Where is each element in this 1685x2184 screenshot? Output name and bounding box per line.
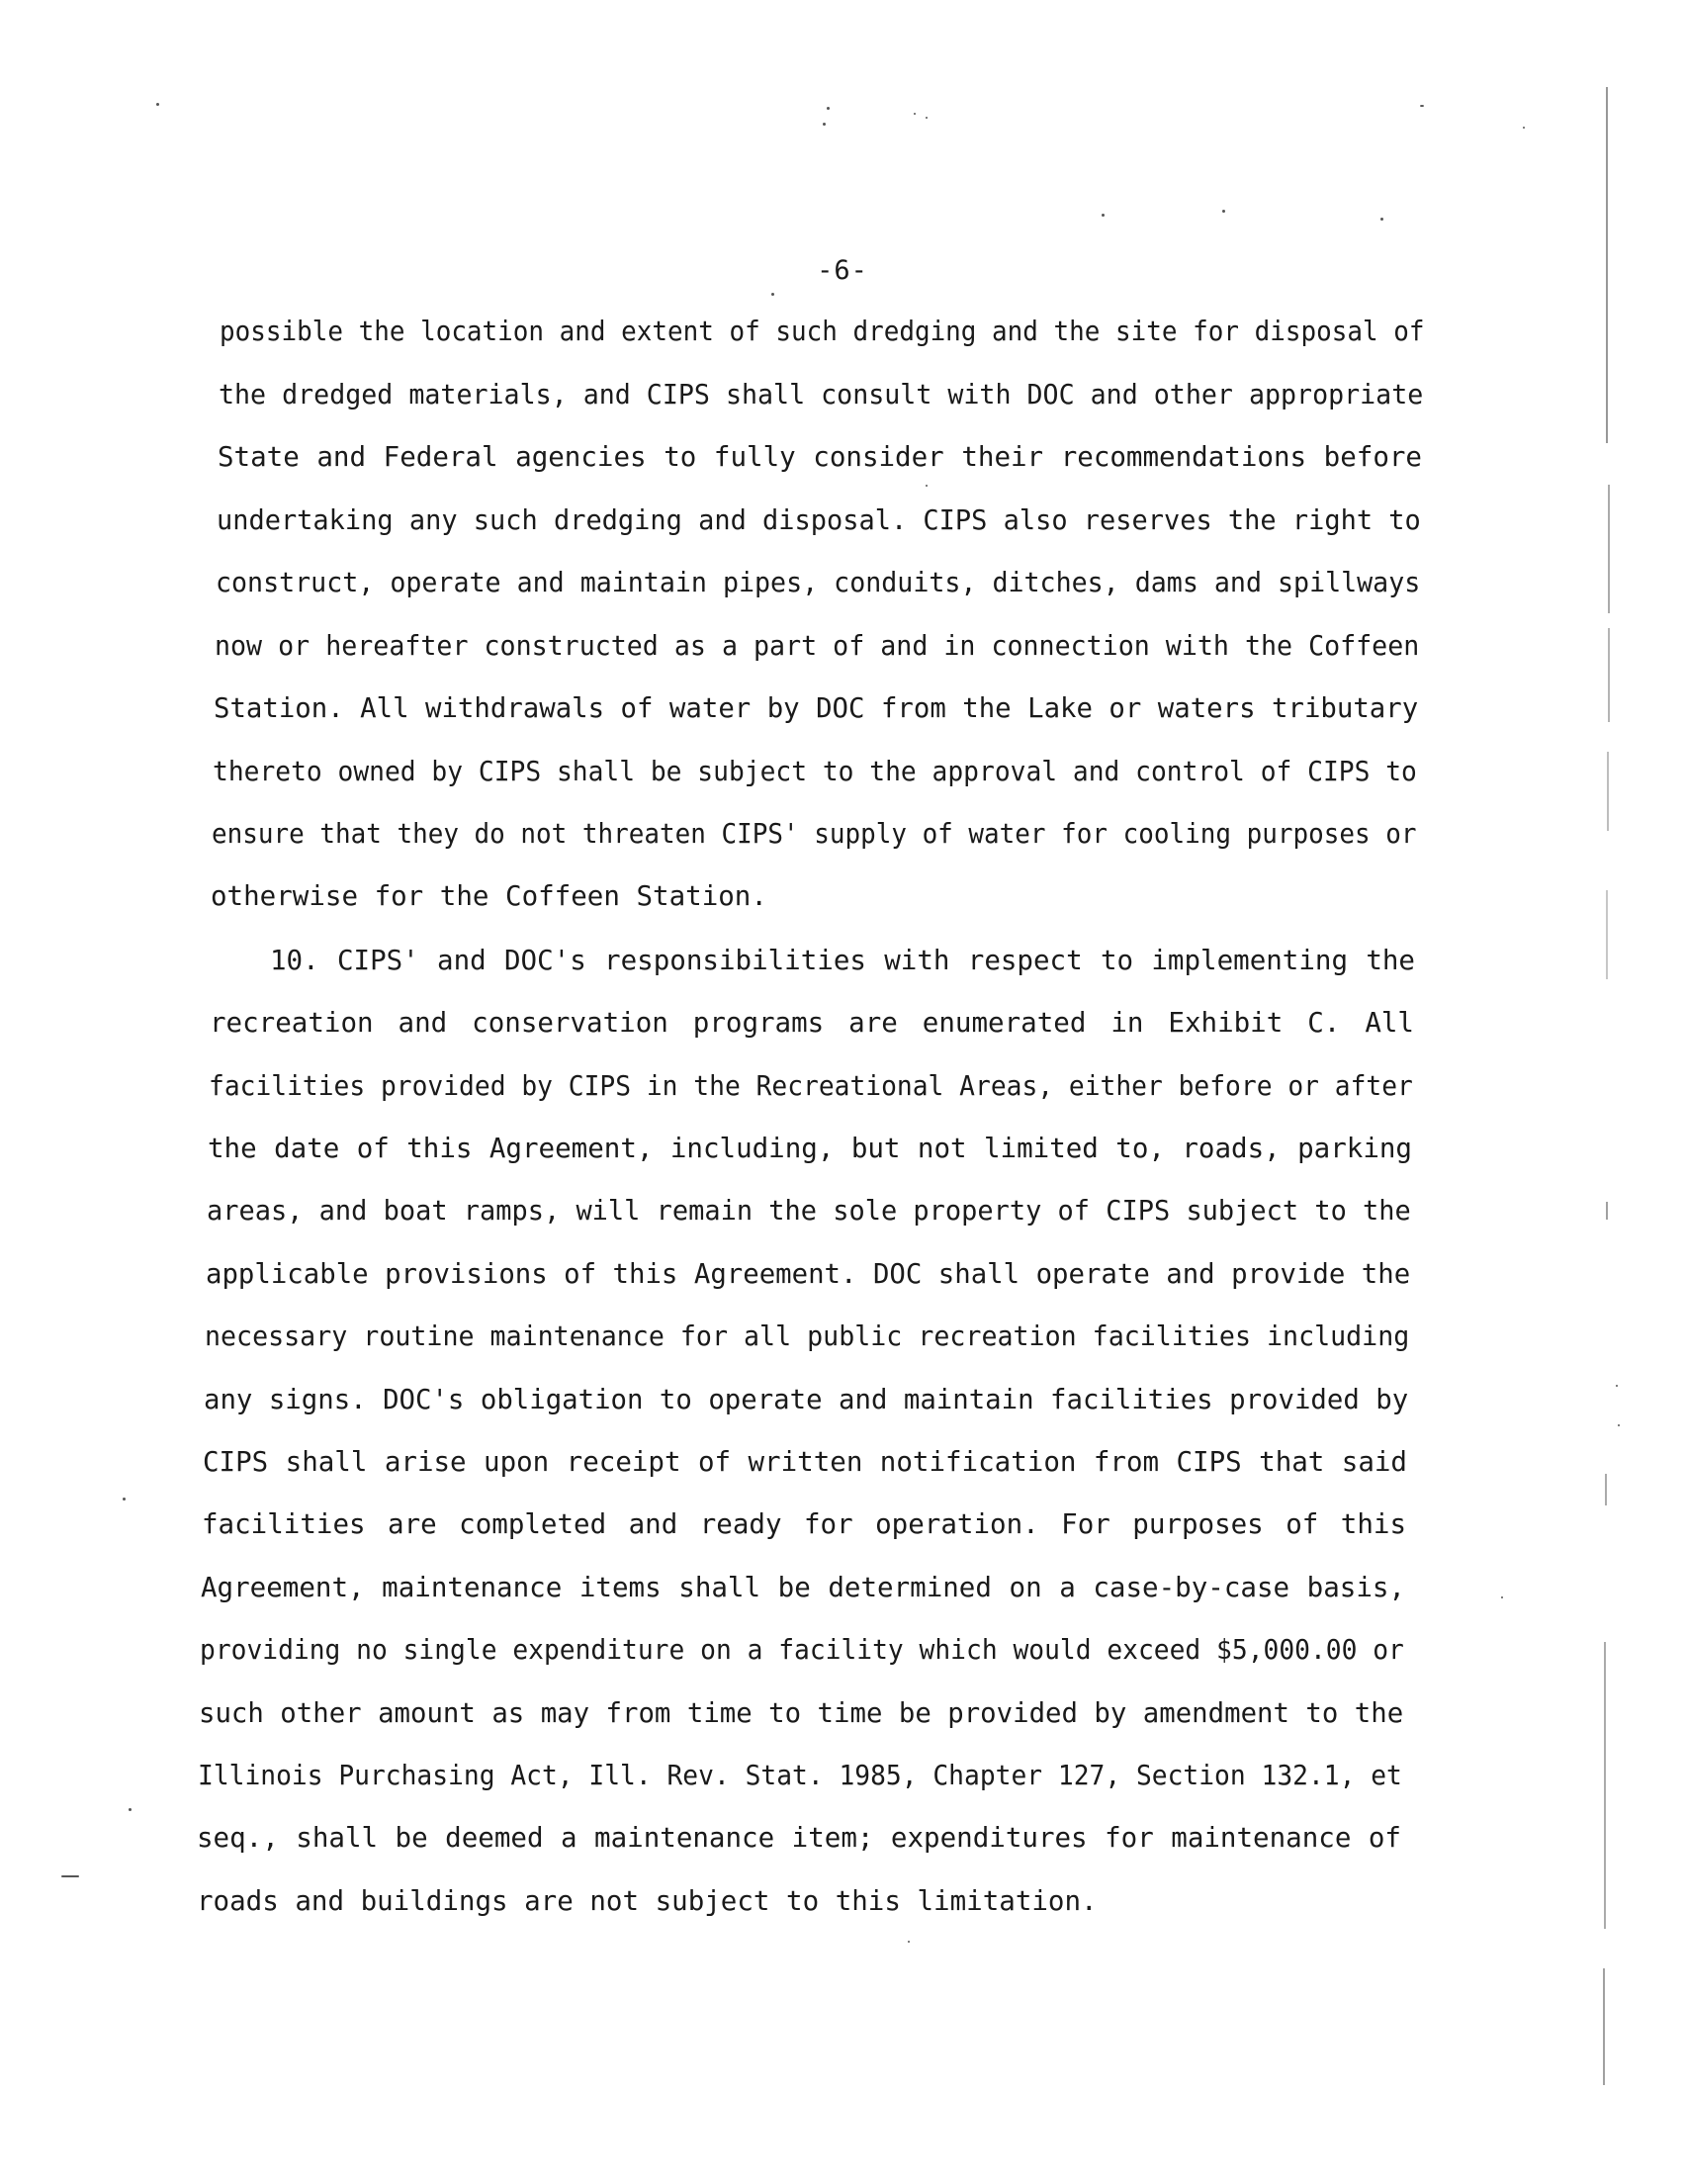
text-line: CIPS shall arise upon receipt of written notification from CIPS that said	[203, 1446, 1407, 1478]
scan-edge-line	[1606, 87, 1608, 443]
text-line: providing no single expenditure on a facility which would exceed $5,000.00 or	[200, 1634, 1404, 1666]
scan-speck	[926, 117, 928, 119]
text-line: areas, and boat ramps, will remain the sole property of CIPS subject to the	[207, 1195, 1411, 1227]
text-line: any signs. DOC's obligation to operate and maintain facilities provided by	[204, 1384, 1409, 1415]
text-line: Illinois Purchasing Act, Ill. Rev. Stat. 1985, Chapter 127, Section 132.1, et	[198, 1760, 1402, 1791]
text-line: ensure that they do not threaten CIPS' supply of water for cooling purposes or	[212, 818, 1417, 850]
text-line: undertaking any such dredging and disposal. CIPS also reserves the right to	[217, 504, 1421, 536]
text-line: the dredged materials, and CIPS shall consult with DOC and other appropriate	[219, 379, 1424, 410]
scan-speck	[823, 123, 826, 126]
paragraph-start: 10. CIPS' and DOC's responsibilities with respect to implementing the	[270, 945, 1415, 976]
scan-edge-line	[1603, 1968, 1605, 2085]
page-number: -6-	[817, 255, 868, 286]
scan-speck	[1618, 1424, 1620, 1426]
scan-speck	[156, 103, 159, 106]
text-line: otherwise for the Coffeen Station.	[211, 880, 767, 912]
scan-speck	[1616, 1385, 1618, 1387]
scan-speck	[1523, 127, 1525, 129]
scan-edge-line	[1606, 890, 1608, 979]
scan-speck	[1102, 214, 1105, 217]
text-line: Station. All withdrawals of water by DOC from the Lake or waters tributary	[214, 692, 1419, 724]
scan-edge-line	[1608, 485, 1610, 613]
scan-speck	[61, 1875, 79, 1877]
scan-speck	[1420, 105, 1424, 107]
text-line: possible the location and extent of such dredging and the site for disposal of	[220, 316, 1425, 347]
text-line: thereto owned by CIPS shall be subject to the approval and control of CIPS to	[213, 756, 1417, 787]
text-line: applicable provisions of this Agreement. DOC shall operate and provide the	[206, 1258, 1411, 1290]
scan-speck	[1501, 1596, 1503, 1598]
text-line: facilities provided by CIPS in the Recreational Areas, either before or after	[209, 1070, 1413, 1102]
text-line: the date of this Agreement, including, but not limited to, roads, parking	[208, 1133, 1412, 1164]
text-line: such other amount as may from time to time be provided by amendment to the	[199, 1697, 1404, 1729]
text-line: now or hereafter constructed as a part of and in connection with the Coffeen	[215, 630, 1420, 662]
text-line: facilities are completed and ready for operation. For purposes of this	[202, 1508, 1406, 1540]
scan-edge-line	[1606, 1202, 1608, 1220]
scan-edge-line	[1608, 628, 1610, 722]
scan-speck	[129, 1808, 132, 1811]
scan-speck	[827, 107, 830, 110]
scan-edge-line	[1607, 752, 1609, 831]
text-line: seq., shall be deemed a maintenance item; expenditures for maintenance of	[197, 1822, 1401, 1854]
text-line: Agreement, maintenance items shall be determined on a case-by-case basis,	[201, 1572, 1405, 1603]
scan-speck	[914, 113, 916, 115]
scan-edge-line	[1605, 1474, 1607, 1505]
scan-edge-line	[1604, 1642, 1606, 1929]
text-line: necessary routine maintenance for all public recreation facilities including	[205, 1320, 1410, 1352]
scan-speck	[1222, 210, 1225, 213]
scan-speck	[771, 293, 774, 296]
scan-speck	[123, 1498, 126, 1501]
text-line: construct, operate and maintain pipes, conduits, ditches, dams and spillways	[216, 567, 1421, 598]
text-line: roads and buildings are not subject to this limitation.	[197, 1885, 1098, 1917]
text-line: State and Federal agencies to fully consider their recommendations before	[218, 441, 1422, 473]
scan-speck	[926, 485, 928, 487]
scan-speck	[908, 1941, 910, 1943]
text-line: recreation and conservation programs are enumerated in Exhibit C. All	[210, 1007, 1414, 1039]
scan-speck	[1380, 218, 1383, 221]
